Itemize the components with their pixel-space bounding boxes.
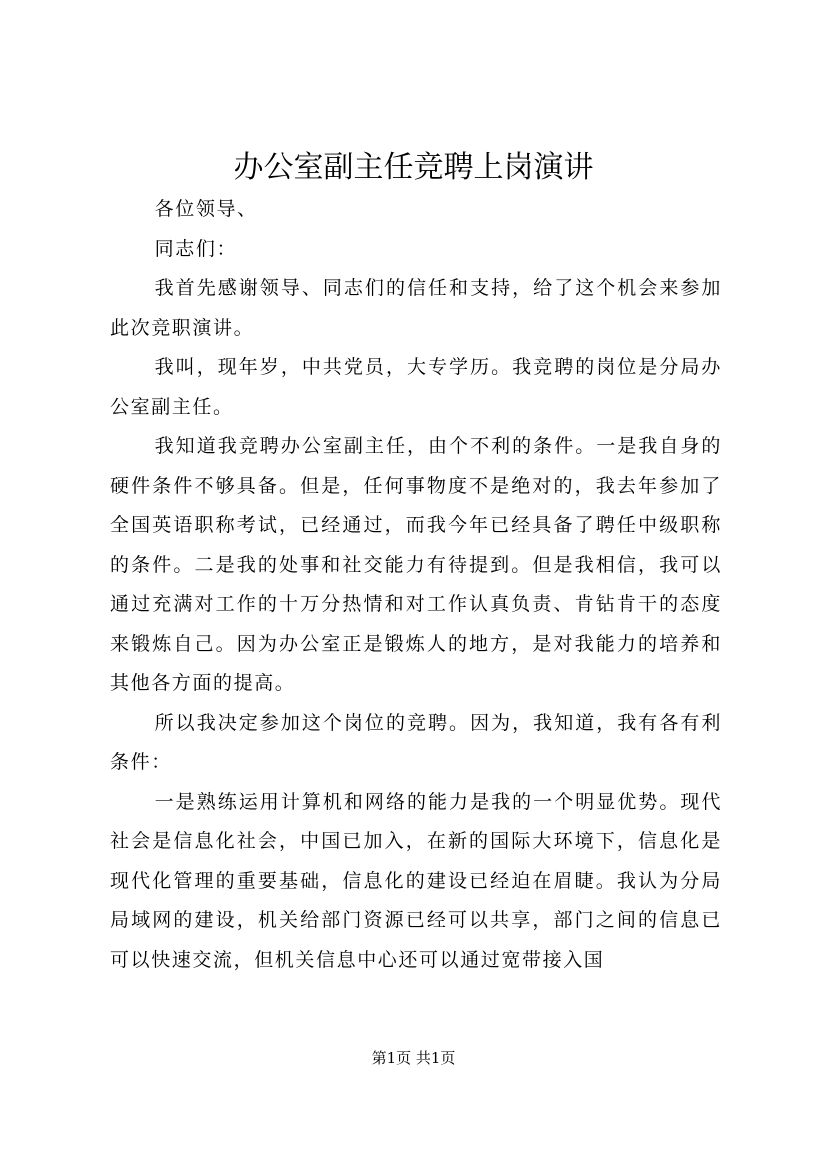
document-title: 办公室副主任竞聘上岗演讲: [233, 150, 594, 185]
paragraph-disadvantages: 我知道我竞聘办公室副主任，由个不利的条件。一是我自身的硬件条件不够具备。但是，任何事物度不是绝对的，我去年参加了全国英语职称考试，已经通过，而我今年已经具备了聘任中级职称的条件。二是我的处事和社交能力有待提到。但是我相信，我可以通过充满对工作的十万分热情和对工作认真负责、肯钻肯干的态度来锻炼自己。因为办公室正是锻炼人的地方，是对我能力的培养和其他各方面的提高。: [110, 435, 722, 694]
paragraph-salutation-1: 各位领导、: [154, 198, 258, 220]
paragraph-introduction: 我叫，现年岁，中共党员，大专学历。我竞聘的岗位是分局办公室副主任。: [110, 356, 722, 418]
paragraph-salutation-2: 同志们：: [154, 237, 238, 260]
paragraph-thanks: 我首先感谢领导、同志们的信任和支持，给了这个机会来参加此次竞职演讲。: [110, 277, 722, 339]
paragraph-decision: 所以我决定参加这个岗位的竞聘。因为，我知道，我有各有利条件：: [110, 711, 722, 773]
paragraph-advantage-one: 一是熟练运用计算机和网络的能力是我的一个明显优势。现代社会是信息化社会，中国已加入，在新的国际大环境下，信息化是现代化管理的重要基础，信息化的建设已经迫在眉睫。我认为分局局域网的建设，机关给部门资源已经可以共享，部门之间的信息已可以快速交流，但机关信息中心还可以通过宽带接入国: [110, 790, 722, 971]
page-footer: 第1页 共1页: [371, 1049, 456, 1067]
document-body: [110, 190, 722, 980]
